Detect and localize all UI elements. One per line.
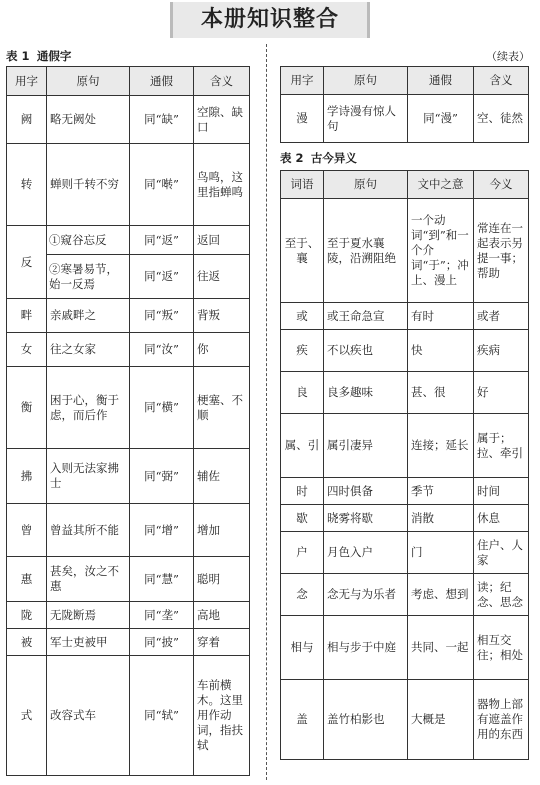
cell-tongjia: 同“返” [130,255,194,299]
cell-modern-meaning: 好 [474,372,529,414]
cell-sentence: 军士吏被甲 [47,629,130,656]
cell-meaning: 梗塞、不顺 [194,367,250,449]
cell-context-meaning: 大概是 [408,680,474,760]
cell-context-meaning: 一个动词“到”和一个介词“于”；冲上、漫上 [408,199,474,303]
cell-modern-meaning: 疾病 [474,330,529,372]
cell-meaning: 背叛 [194,299,250,333]
cell-sentence: 月色入户 [324,532,408,574]
table-row [281,372,529,414]
table-row [7,656,250,776]
cell-sentence: 相与步于中庭 [324,616,408,680]
cell-meaning: 穿着 [194,629,250,656]
table2-name: 古今异义 [310,151,357,165]
col-header: 通假 [408,67,474,95]
table-header-row [281,67,529,95]
cell-modern-meaning: 相互交往；相处 [474,616,529,680]
cell-modern-meaning: 休息 [474,505,529,532]
cell-context-meaning: 消散 [408,505,474,532]
cell-context-meaning: 快 [408,330,474,372]
cell-sentence: 略无阙处 [47,96,130,144]
cell-char: 拂 [7,449,47,504]
continued-label: （续表） [486,50,530,63]
cell-modern-meaning: 读；纪念、思念 [474,574,529,616]
table1-label: 表 1 [6,49,30,63]
table2-caption [280,150,357,166]
table-row [281,199,529,303]
cell-tongjia: 同“汝” [130,333,194,367]
cell-word: 盖 [281,680,324,760]
cell-context-meaning: 甚、很 [408,372,474,414]
cell-sentence: 不以疾也 [324,330,408,372]
cell-meaning: 返回 [194,226,250,255]
cell-word: 良 [281,372,324,414]
table-row [7,333,250,367]
cell-context-meaning: 考虑、想到 [408,574,474,616]
cell-sentence: 或王命急宣 [324,303,408,330]
cell-sentence: 学诗漫有惊人句 [324,95,408,143]
cell-meaning: 聪明 [194,557,250,602]
table-row [7,557,250,602]
cell-tongjia: 同“弼” [130,449,194,504]
cell-meaning: 空隙、缺口 [194,96,250,144]
column-divider [266,44,267,780]
cell-char: 反 [7,226,47,299]
cell-char: 阙 [7,96,47,144]
table-row [7,299,250,333]
cell-tongjia: 同“垄” [130,602,194,629]
col-header: 含义 [194,67,250,96]
cell-word: 时 [281,478,324,505]
cell-word: 疾 [281,330,324,372]
col-header: 原句 [324,67,408,95]
table-row [7,629,250,656]
cell-word: 至于、襄 [281,199,324,303]
cell-sentence: 晓雾将歇 [324,505,408,532]
table-row [281,330,529,372]
cell-tongjia: 同“轼” [130,656,194,776]
cell-meaning: 增加 [194,504,250,557]
table-row [7,144,250,226]
table-row [7,504,250,557]
table-tongjia [6,66,250,776]
table-row [281,505,529,532]
cell-tongjia: 同“缺” [130,96,194,144]
cell-meaning: 鸟鸣，这里指蝉鸣 [194,144,250,226]
table-header-row [7,67,250,96]
cell-char: 惠 [7,557,47,602]
table-row [7,602,250,629]
cell-sentence: 往之女家 [47,333,130,367]
cell-char: 陇 [7,602,47,629]
table2-label: 表 2 [280,151,304,165]
table1-name: 通假字 [36,49,72,63]
cell-modern-meaning: 常连在一起表示另提一事；帮助 [474,199,529,303]
cell-meaning: 辅佐 [194,449,250,504]
cell-char: 畔 [7,299,47,333]
cell-sentence: 属引凄异 [324,414,408,478]
cell-word: 念 [281,574,324,616]
table-row [281,95,529,143]
table-row [7,96,250,144]
col-header: 文中之意 [408,171,474,199]
cell-context-meaning: 连接；延长 [408,414,474,478]
cell-sentence: 蝉则千转不穷 [47,144,130,226]
cell-modern-meaning: 住户、人家 [474,532,529,574]
col-header: 原句 [324,171,408,199]
cell-char: 式 [7,656,47,776]
cell-word: 相与 [281,616,324,680]
cell-context-meaning: 季节 [408,478,474,505]
table-row [281,616,529,680]
cell-context-meaning: 共同、一起 [408,616,474,680]
cell-tongjia: 同“啭” [130,144,194,226]
cell-word: 或 [281,303,324,330]
cell-sentence: 至于夏水襄陵，沿溯阻绝 [324,199,408,303]
title-banner [170,2,370,38]
cell-char: 女 [7,333,47,367]
cell-sentence: 困于心，衡于虑，而后作 [47,367,130,449]
table-gujin-yiyi [280,170,529,760]
cell-modern-meaning: 或者 [474,303,529,330]
table-header-row [281,171,529,199]
cell-char: 衡 [7,367,47,449]
cell-tongjia: 同“慧” [130,557,194,602]
col-header: 词语 [281,171,324,199]
cell-modern-meaning: 器物上部有遮盖作用的东西 [474,680,529,760]
col-header: 含义 [474,67,529,95]
cell-char: 漫 [281,95,324,143]
cell-word: 歇 [281,505,324,532]
col-header: 用字 [281,67,324,95]
table-row [281,414,529,478]
table-row [281,303,529,330]
table1-caption [6,48,71,64]
cell-sentence: 曾益其所不能 [47,504,130,557]
cell-sentence: ①窥谷忘反 [47,226,130,255]
table-row [281,532,529,574]
cell-sentence: 四时俱备 [324,478,408,505]
col-header: 通假 [130,67,194,96]
cell-sentence: 良多趣味 [324,372,408,414]
table-row [7,449,250,504]
cell-meaning: 高地 [194,602,250,629]
cell-char: 转 [7,144,47,226]
cell-tongjia: 同“漫” [408,95,474,143]
table-row [281,478,529,505]
cell-sentence: 亲戚畔之 [47,299,130,333]
table-row [7,226,250,255]
table-row [281,680,529,760]
cell-sentence: 盖竹柏影也 [324,680,408,760]
cell-tongjia: 同“横” [130,367,194,449]
cell-char: 曾 [7,504,47,557]
cell-context-meaning: 门 [408,532,474,574]
cell-word: 属、引 [281,414,324,478]
cell-sentence: 念无与为乐者 [324,574,408,616]
cell-word: 户 [281,532,324,574]
cell-tongjia: 同“返” [130,226,194,255]
cell-meaning: 空、徒然 [474,95,529,143]
table-row [7,367,250,449]
cell-sentence: 甚矣，汝之不惠 [47,557,130,602]
cell-tongjia: 同“增” [130,504,194,557]
cell-meaning: 你 [194,333,250,367]
cell-sentence: 改容式车 [47,656,130,776]
cell-tongjia: 同“披” [130,629,194,656]
cell-context-meaning: 有时 [408,303,474,330]
cell-modern-meaning: 时间 [474,478,529,505]
page-title: 本册知识整合 [200,7,339,32]
cell-sentence: 入则无法家拂士 [47,449,130,504]
cell-tongjia: 同“叛” [130,299,194,333]
col-header: 今义 [474,171,529,199]
col-header: 用字 [7,67,47,96]
table-tongjia-continued [280,66,529,143]
cell-meaning: 往返 [194,255,250,299]
cell-meaning: 车前横木。这里用作动词，指扶轼 [194,656,250,776]
cell-sentence: ②寒暑易节，始一反焉 [47,255,130,299]
cell-char: 被 [7,629,47,656]
cell-modern-meaning: 属于；拉、牵引 [474,414,529,478]
table-row [281,574,529,616]
col-header: 原句 [47,67,130,96]
cell-sentence: 无陇断焉 [47,602,130,629]
